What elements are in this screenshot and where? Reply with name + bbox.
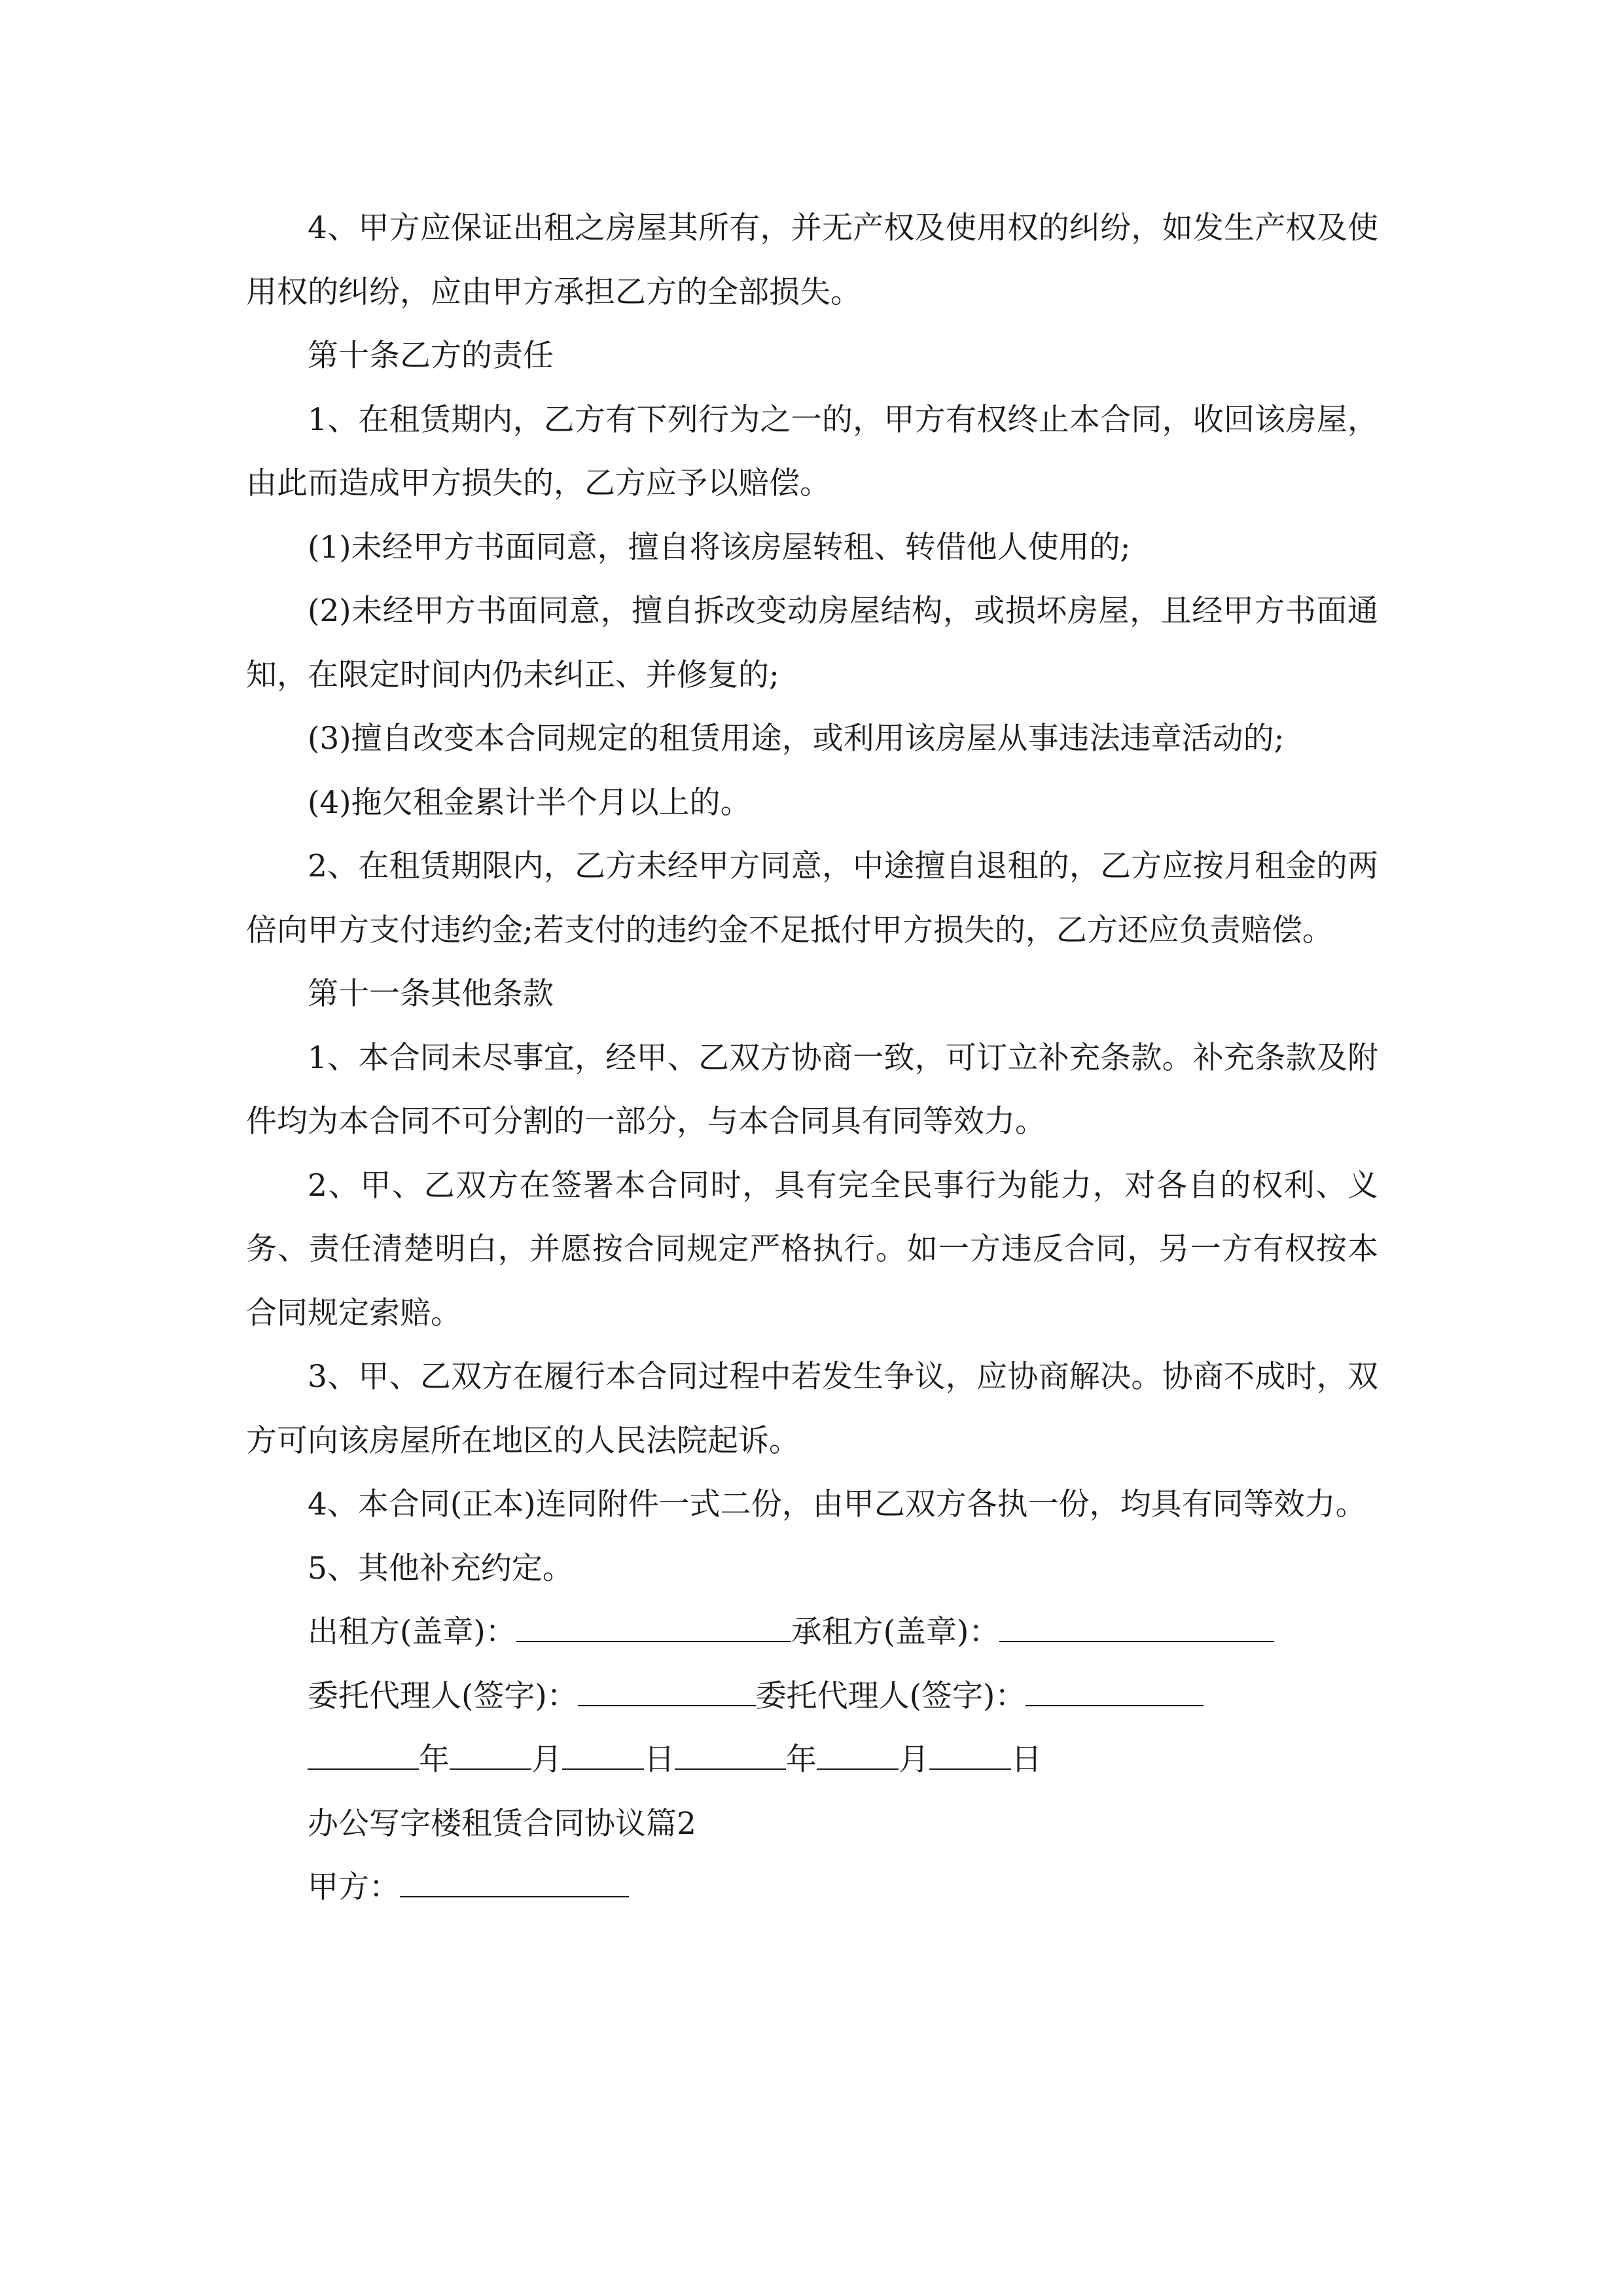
party-a-line — [246, 1856, 1378, 1920]
paragraph-copies: 4、本合同(正本)连同附件一式二份，由甲乙双方各执一份，均具有同等效力。 — [308, 1486, 1366, 1522]
lessee-seal-blank — [999, 1605, 1274, 1642]
paragraph-item-3: (3)擅自改变本合同规定的租赁用途，或利用该房屋从事违法违章活动的; — [308, 721, 1285, 757]
lessee-agent-label: 委托代理人(签字)： — [755, 1677, 1026, 1714]
paragraph-item-2: (2)未经甲方书面同意，擅自拆改变动房屋结构，或损坏房屋，且经甲方书面通知，在限定时间内仍未纠正、并修复的; — [246, 593, 1378, 693]
lessor-month-blank — [450, 1733, 531, 1770]
paragraph-landlord-guarantee: 4、甲方应保证出租之房屋其所有，并无产权及使用权的纠纷，如发生产权及使用权的纠纷，应由甲方承担乙方的全部损失。 — [246, 210, 1378, 310]
seal-line — [246, 1600, 1378, 1664]
lessor-year-blank — [308, 1733, 419, 1770]
lessee-year-blank — [675, 1733, 786, 1770]
party-a-label: 甲方： — [308, 1869, 400, 1905]
lessor-seal-label: 出租方(盖章)： — [308, 1614, 516, 1650]
party-a-blank — [400, 1861, 629, 1897]
paragraph-disputes: 3、甲、乙双方在履行本合同过程中若发生争议，应协商解决。协商不成时，双方可向该房屋所在地区的人民法院起诉。 — [246, 1359, 1378, 1459]
lessor-day-label: 日 — [644, 1742, 675, 1778]
paragraph-item-4: (4)拖欠租金累计半个月以上的。 — [308, 784, 751, 821]
paragraph-item-1: (1)未经甲方书面同意，擅自将该房屋转租、转借他人使用的; — [308, 529, 1131, 565]
paragraph-other-terms: 5、其他补充约定。 — [308, 1550, 573, 1587]
lessee-year-label: 年 — [786, 1742, 817, 1778]
lessee-seal-label: 承租方(盖章)： — [791, 1614, 1000, 1650]
paragraph-supplementary-terms: 1、本合同未尽事宜，经甲、乙双方协商一致，可订立补充条款。补充条款及附件均为本合同不可分割的一部分，与本合同具有同等效力。 — [246, 1039, 1378, 1139]
lessee-month-blank — [817, 1733, 899, 1770]
lessor-agent-label: 委托代理人(签字)： — [308, 1677, 578, 1714]
paragraph-capacity: 2、甲、乙双方在签署本合同时，具有完全民事行为能力，对各自的权利、义务、责任清楚明白，并愿按合同规定严格执行。如一方违反合同，另一方有权按本合同规定索赔。 — [246, 1167, 1378, 1331]
heading-article-11: 第十一条其他条款 — [308, 976, 554, 1012]
paragraph-early-termination: 2、在租赁期限内，乙方未经甲方同意，中途擅自退租的，乙方应按月租金的两倍向甲方支付违约金;若支付的违约金不足抵付甲方损失的，乙方还应负责赔偿。 — [246, 848, 1378, 948]
lessee-month-label: 月 — [899, 1742, 929, 1778]
lessee-day-blank — [929, 1733, 1011, 1770]
lessor-day-blank — [562, 1733, 644, 1770]
date-line — [246, 1728, 1378, 1792]
lessor-agent-blank — [578, 1670, 756, 1706]
heading-article-10: 第十条乙方的责任 — [308, 338, 554, 374]
section-title: 办公写字楼租赁合同协议篇2 — [308, 1805, 696, 1842]
lessor-year-label: 年 — [419, 1742, 450, 1778]
lessor-month-label: 月 — [531, 1742, 562, 1778]
lessee-agent-blank — [1026, 1670, 1204, 1706]
lessee-day-label: 日 — [1011, 1742, 1042, 1778]
agent-line — [246, 1664, 1378, 1729]
lessor-seal-blank — [516, 1605, 791, 1642]
contract-body — [246, 196, 1378, 1920]
paragraph-termination: 1、在租赁期内，乙方有下列行为之一的，甲方有权终止本合同，收回该房屋，由此而造成甲方损失的，乙方应予以赔偿。 — [246, 401, 1378, 501]
